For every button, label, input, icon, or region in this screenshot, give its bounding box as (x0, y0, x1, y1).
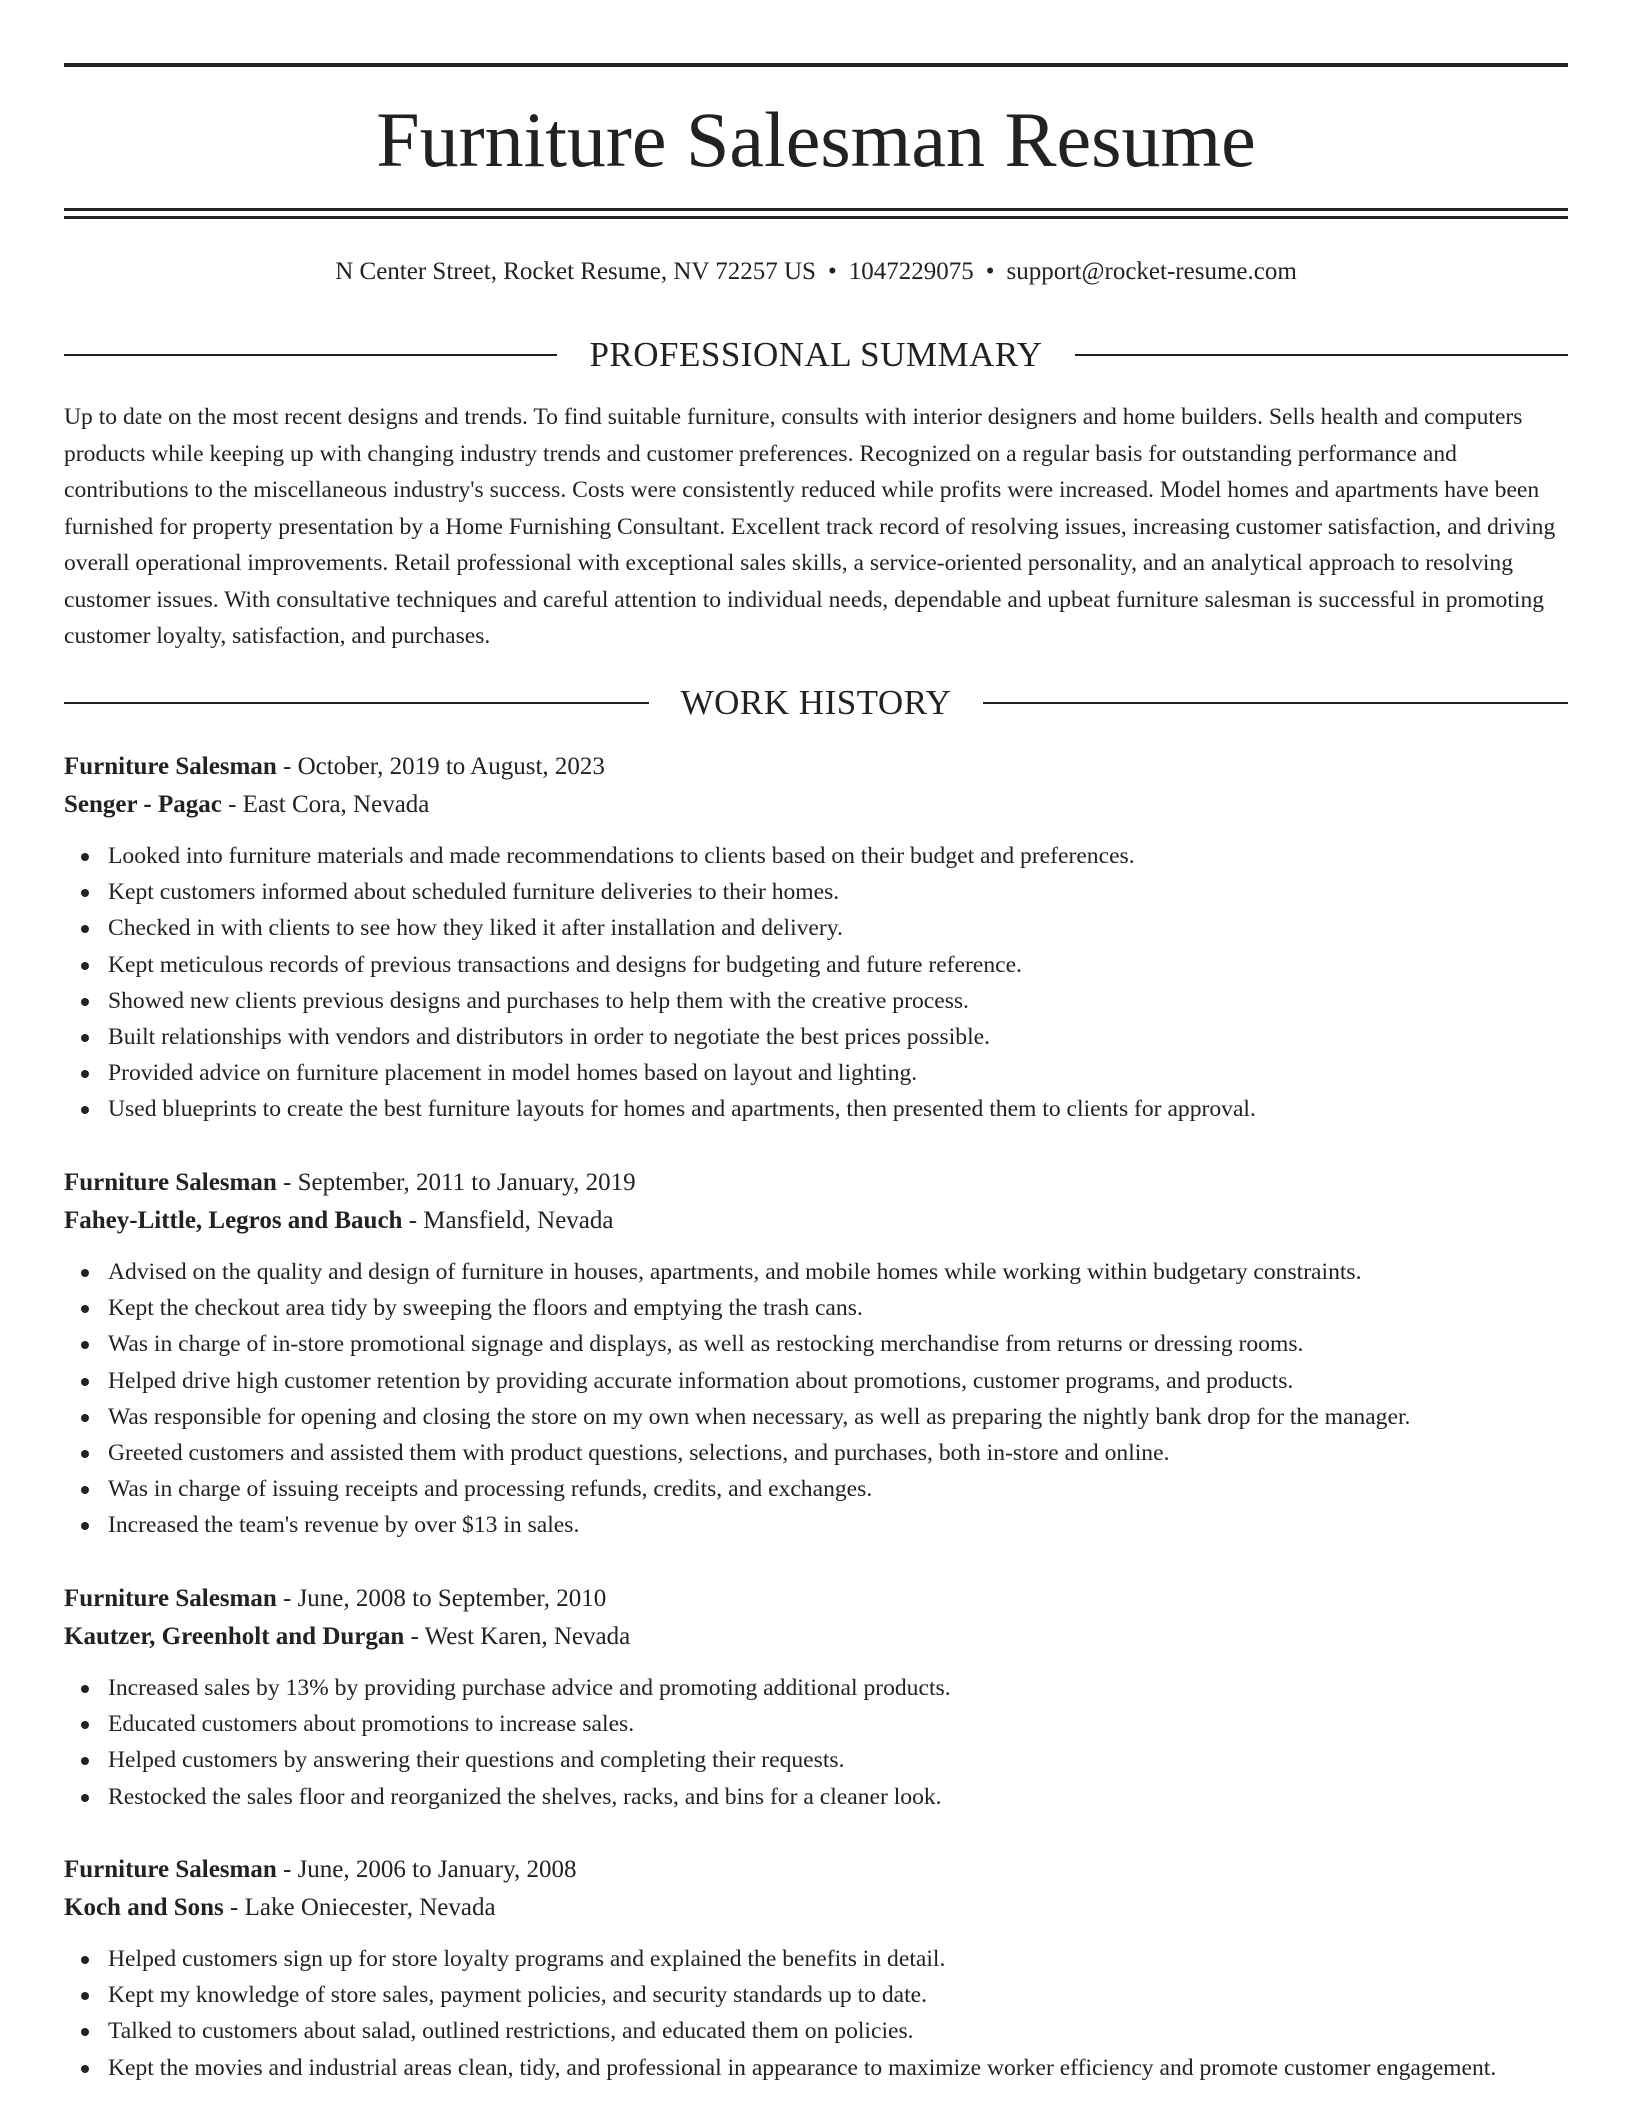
bullet-icon (81, 1794, 89, 1802)
list-item (108, 1290, 1568, 1326)
job-company-line (64, 1202, 1568, 1240)
duty-text: Kept the checkout area tidy by sweeping the floors and emptying the trash cans. (108, 1295, 863, 1322)
bullet-icon (81, 925, 89, 933)
bullet-icon (81, 1341, 89, 1349)
summary-paragraph: Up to date on the most recent designs and trends. To find suitable furniture, consults with interior designers and home builders. Sells health and computers products while keeping up with changing industry trends and customer preferences. Recognized on a regular basis for outstanding performance and contributions to the miscellaneous industry's success. Costs were consistently reduced while profits were increased. Model homes and apartments have been furnished for property presentation by a Home Furnishing Consultant. Excellent track record of resolving issues, increasing customer satisfaction, and driving overall operational improvements. Retail professional with exceptional sales skills, a service-oriented personality, and an analytical approach to resolving customer issues. With consultative techniques and careful attention to individual needs, dependable and upbeat furniture salesman is successful in promoting customer loyalty, satisfaction, and purchases. (64, 404, 1556, 649)
job-location: - West Karen, Nevada (404, 1623, 631, 1650)
duty-text: Kept the movies and industrial areas clean, tidy, and professional in appearance to maximize worker efficiency and promote customer engagement. (108, 2054, 1497, 2081)
bullet-icon (81, 1685, 89, 1693)
duty-text: Was in charge of in-store promotional signage and displays, as well as restocking merchandise from returns or dressing rooms. (108, 1331, 1304, 1358)
list-item (108, 947, 1568, 983)
list-item (108, 983, 1568, 1019)
duty-text: Kept my knowledge of store sales, payment policies, and security standards up to date. (108, 1982, 928, 2009)
list-item (108, 910, 1568, 946)
bullet-icon (81, 1106, 89, 1114)
duty-text: Was in charge of issuing receipts and processing refunds, credits, and exchanges. (108, 1476, 873, 1503)
list-item (108, 1507, 1568, 1543)
job-title-line (64, 1851, 1568, 1889)
section-title-work-history: WORK HISTORY (680, 683, 952, 722)
top-rule (64, 63, 1568, 67)
job-company: Senger - Pagac (64, 791, 222, 818)
duty-text: Helped customers by answering their questions and completing their requests. (108, 1747, 845, 1774)
list-item (108, 838, 1568, 874)
duty-text: Showed new clients previous designs and purchases to help them with the creative process. (108, 987, 969, 1014)
job-dates: - October, 2019 to August, 2023 (276, 753, 605, 780)
bullet-icon (81, 962, 89, 970)
bullet-icon (81, 1721, 89, 1729)
job-company: Fahey-Little, Legros and Bauch (64, 1207, 403, 1234)
bullet-icon (81, 1070, 89, 1078)
job-title-line (64, 1164, 1568, 1202)
job-location: - Mansfield, Nevada (402, 1207, 614, 1234)
job-duties-list (64, 1254, 1568, 1544)
duty-text: Talked to customers about salad, outlined restrictions, and educated them on policies. (108, 2018, 914, 2045)
duty-text: Kept customers informed about scheduled furniture deliveries to their homes. (108, 879, 840, 906)
bullet-icon (81, 1757, 89, 1765)
list-item (108, 1742, 1568, 1778)
list-item (108, 874, 1568, 910)
bullet-icon (81, 1486, 89, 1494)
bullet-icon (81, 1450, 89, 1458)
duty-text: Kept meticulous records of previous transactions and designs for budgeting and future reference. (108, 951, 1022, 978)
contact-separator: • (827, 258, 837, 285)
duty-text: Looked into furniture materials and made recommendations to clients based on their budget and preferences. (108, 843, 1135, 869)
duty-text: Used blueprints to create the best furniture layouts for homes and apartments, then presented them to clients for approval. (108, 1096, 1256, 1123)
list-item (108, 1471, 1568, 1507)
list-item (108, 1977, 1568, 2013)
section-title-summary: PROFESSIONAL SUMMARY (589, 335, 1043, 374)
bullet-icon (81, 1378, 89, 1386)
duty-text: Increased sales by 13% by providing purchase advice and promoting additional products. (108, 1675, 951, 1701)
job-company: Koch and Sons (64, 1894, 224, 1921)
contact-address: N Center Street, Rocket Resume, NV 72257 US (335, 258, 816, 285)
contact-separator: • (985, 258, 995, 285)
duty-text: Greeted customers and assisted them with product questions, selections, and purchases, both in-store and online. (108, 1440, 1170, 1467)
section-heading-summary (64, 333, 1568, 377)
duty-text: Educated customers about promotions to increase sales. (108, 1711, 635, 1738)
bullet-icon (81, 2028, 89, 2036)
job-company-line (64, 1889, 1568, 1927)
bullet-icon (81, 1992, 89, 2000)
job-company: Kautzer, Greenholt and Durgan (64, 1623, 405, 1650)
list-item (108, 1779, 1568, 1815)
duty-text: Increased the team's revenue by over $13 in sales. (108, 1512, 580, 1539)
list-item (108, 1326, 1568, 1362)
list-item (108, 1254, 1568, 1290)
bullet-icon (81, 1414, 89, 1422)
job-dates: - June, 2006 to January, 2008 (276, 1856, 577, 1883)
duty-text: Provided advice on furniture placement in model homes based on layout and lighting. (108, 1060, 918, 1087)
list-item (108, 1706, 1568, 1742)
job-company-line (64, 786, 1568, 824)
bullet-icon (81, 853, 89, 861)
job-title: Furniture Salesman (64, 1856, 277, 1883)
contact-phone: 1047229075 (848, 258, 974, 285)
heading-rule-right (1075, 354, 1568, 356)
list-item (108, 1399, 1568, 1435)
bullet-icon (81, 1305, 89, 1313)
list-item (108, 2050, 1568, 2086)
bullet-icon (81, 998, 89, 1006)
list-item (108, 1019, 1568, 1055)
list-item (108, 1670, 1568, 1706)
job-dates: - September, 2011 to January, 2019 (276, 1169, 636, 1196)
bullet-icon (81, 1034, 89, 1042)
job-title: Furniture Salesman (64, 1585, 277, 1612)
list-item (108, 1941, 1568, 1977)
list-item (108, 1055, 1568, 1091)
list-item (108, 1091, 1568, 1127)
job-title-line (64, 748, 1568, 786)
title-rule-lower (64, 216, 1568, 219)
duty-text: Helped drive high customer retention by providing accurate information about promotions, customer programs, and products. (108, 1367, 1294, 1394)
list-item (108, 2013, 1568, 2049)
job-company-line (64, 1618, 1568, 1656)
title-rule-upper (64, 208, 1568, 211)
job-title: Furniture Salesman (64, 753, 277, 780)
duty-text: Restocked the sales floor and reorganized the shelves, racks, and bins for a cleaner look. (108, 1783, 942, 1810)
job-entry (64, 1164, 1568, 1544)
bullet-icon (81, 1269, 89, 1277)
job-location: - East Cora, Nevada (221, 791, 430, 818)
contact-email: support@rocket-resume.com (1006, 258, 1297, 285)
job-location: - Lake Oniecester, Nevada (223, 1894, 496, 1921)
list-item (108, 1435, 1568, 1471)
job-entry (64, 1851, 1568, 2086)
job-duties-list (64, 838, 1568, 1128)
job-title: Furniture Salesman (64, 1169, 277, 1196)
heading-rule-left (64, 702, 649, 704)
job-entry (64, 748, 1568, 1128)
duty-text: Advised on the quality and design of furniture in houses, apartments, and mobile homes while working within budgetary constraints. (108, 1259, 1362, 1285)
duty-text: Checked in with clients to see how they liked it after installation and delivery. (108, 915, 843, 942)
heading-rule-right (983, 702, 1568, 704)
duty-text: Helped customers sign up for store loyalty programs and explained the benefits in detail. (108, 1946, 946, 1972)
job-title-line (64, 1580, 1568, 1618)
duty-text: Built relationships with vendors and distributors in order to negotiate the best prices possible. (108, 1024, 991, 1051)
contact-line (64, 255, 1568, 289)
section-heading-work-history (64, 681, 1568, 725)
job-duties-list (64, 1941, 1568, 2086)
job-entry (64, 1580, 1568, 1815)
job-dates: - June, 2008 to September, 2010 (276, 1585, 607, 1612)
bullet-icon (81, 1522, 89, 1530)
bullet-icon (81, 2065, 89, 2073)
job-duties-list (64, 1670, 1568, 1815)
bullet-icon (81, 1956, 89, 1964)
bullet-icon (81, 889, 89, 897)
list-item (108, 1363, 1568, 1399)
duty-text: Was responsible for opening and closing the store on my own when necessary, as well as preparing the nightly bank drop for the manager. (108, 1403, 1411, 1430)
page-title: Furniture Salesman Resume (376, 96, 1256, 183)
heading-rule-left (64, 354, 557, 356)
